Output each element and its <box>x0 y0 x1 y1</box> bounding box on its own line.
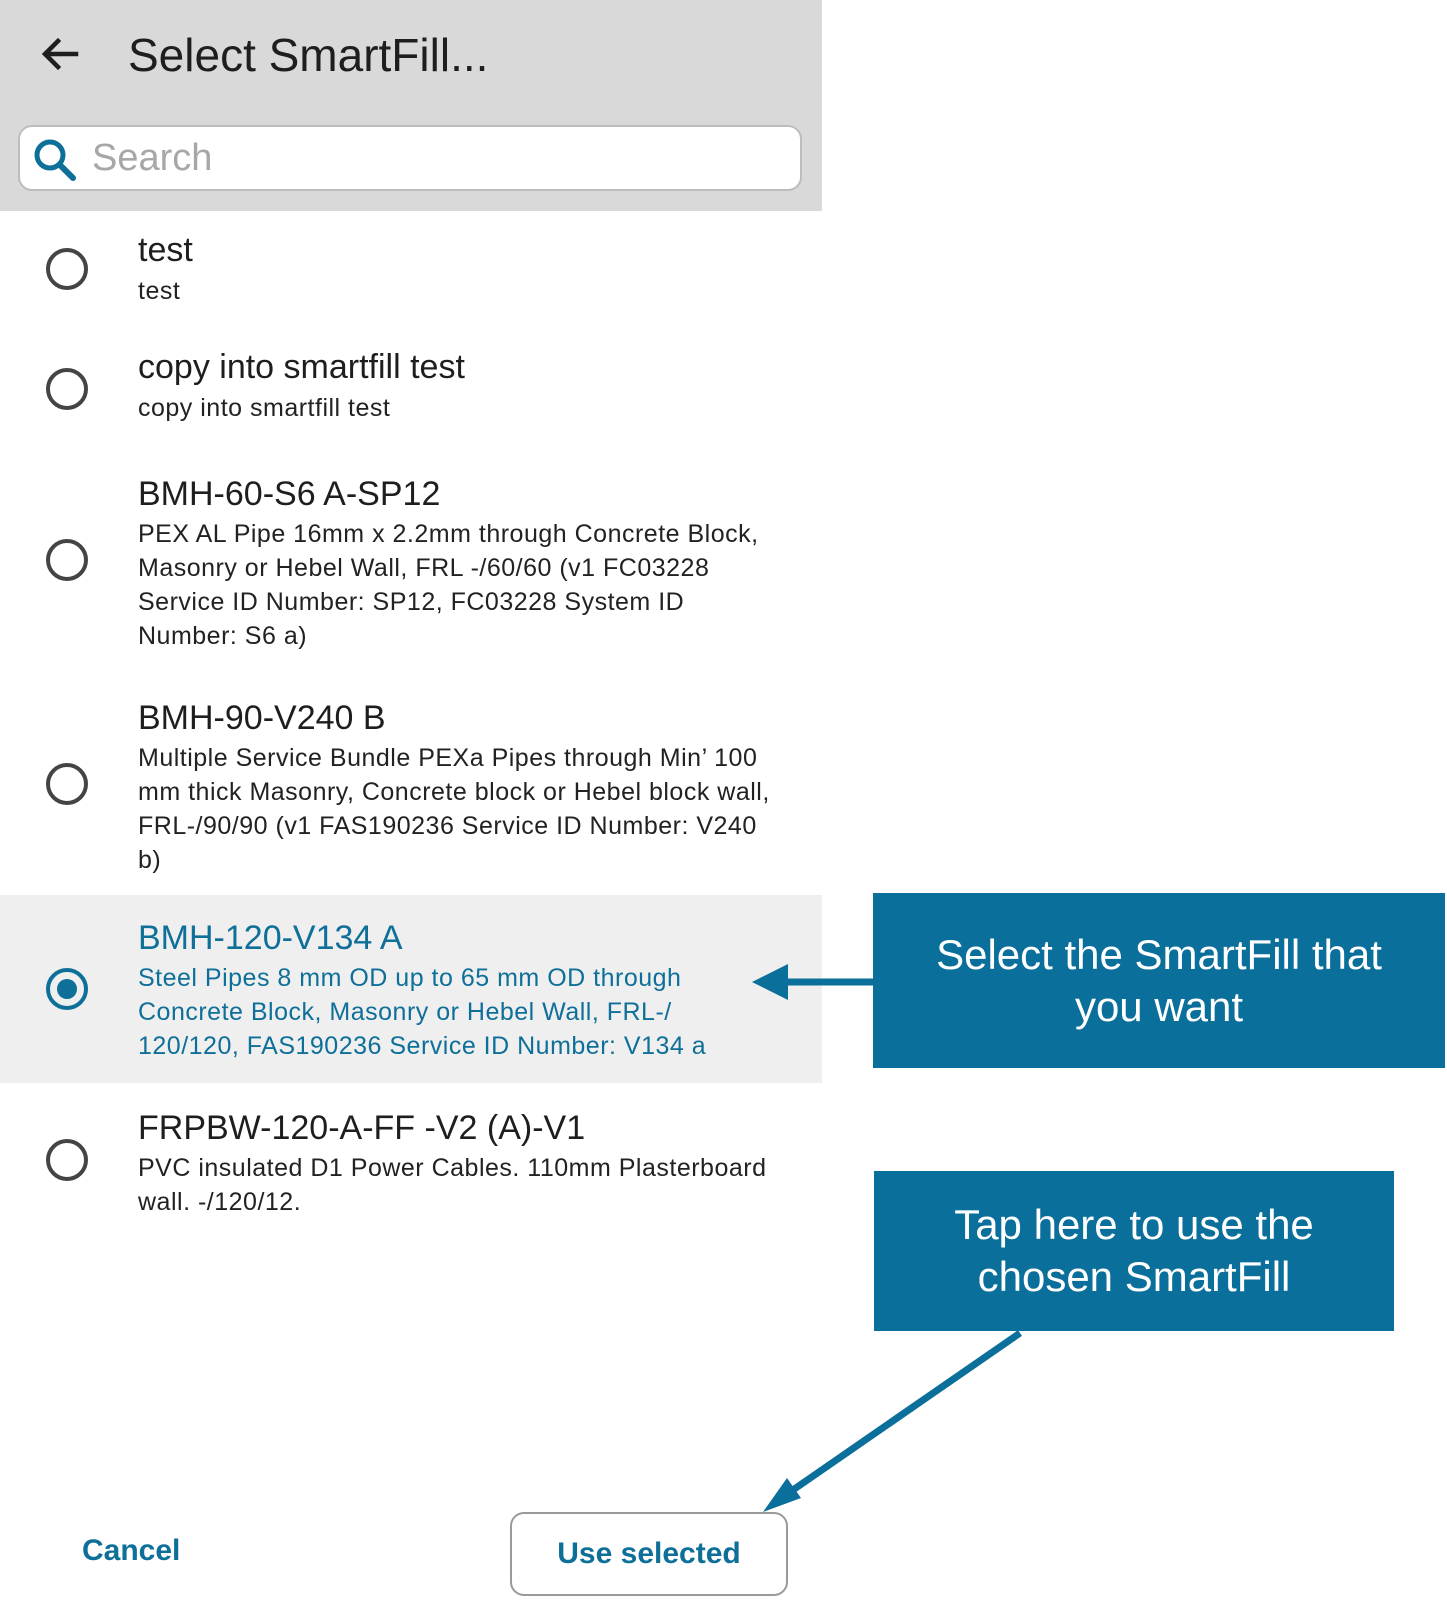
list-item[interactable] <box>0 211 822 328</box>
back-button[interactable] <box>36 30 84 78</box>
item-title: FRPBW-120-A-FF -V2 (A)-V1 <box>138 1109 586 1147</box>
search-box[interactable] <box>18 125 802 191</box>
use-selected-button[interactable]: Use selected <box>510 1512 788 1596</box>
item-title: BMH-120-V134 A <box>138 919 403 957</box>
radio-button[interactable] <box>46 368 88 410</box>
item-title: test <box>138 231 193 269</box>
item-description: PEX AL Pipe 16mm x 2.2mm through Concrete Block, Masonry or Hebel Wall, FRL -/60/60 (v1 FC03228 Service ID Number: SP12, FC03228 System ID Number: S6 a) <box>138 520 759 650</box>
callout-select <box>873 893 1445 1068</box>
radio-button[interactable] <box>46 763 88 805</box>
item-description: Multiple Service Bundle PEXa Pipes through Min’ 100 mm thick Masonry, Concrete block or Hebel block wall, FRL-/90/90 (v1 FAS190236 Service ID Number: V240 b) <box>138 744 770 874</box>
item-description: PVC insulated D1 Power Cables. 110mm Plasterboard wall. -/120/12. <box>138 1154 767 1216</box>
callout-tap-line2: chosen SmartFill <box>977 1253 1291 1300</box>
list-item[interactable] <box>0 328 822 445</box>
list-item[interactable] <box>0 667 822 895</box>
callout-select-line1: Select the SmartFill that <box>936 930 1382 978</box>
item-description: Steel Pipes 8 mm OD up to 65 mm OD through Concrete Block, Masonry or Hebel Wall, FRL-/ 120/120, FAS190236 Service ID Number: V134 a <box>138 964 707 1060</box>
radio-button[interactable] <box>46 248 88 290</box>
radio-button-selected[interactable] <box>46 968 88 1010</box>
list-item[interactable] <box>0 1083 822 1233</box>
callout-select-line2: you want <box>1074 982 1244 1030</box>
item-title: copy into smartfill test <box>138 348 465 386</box>
search-icon <box>32 137 78 183</box>
item-description: copy into smartfill test <box>138 394 391 422</box>
callout-tap <box>874 1171 1394 1331</box>
radio-button[interactable] <box>46 1139 88 1181</box>
item-description: test <box>138 277 181 305</box>
item-title: BMH-90-V240 B <box>138 699 386 737</box>
app-bar <box>0 0 822 211</box>
list-item[interactable] <box>0 445 822 667</box>
item-title: BMH-60-S6 A-SP12 <box>138 475 441 513</box>
callout-tap-line1: Tap here to use the <box>954 1201 1314 1248</box>
page-title: Select SmartFill... <box>128 29 489 81</box>
arrow-left-icon <box>36 30 84 78</box>
search-input[interactable] <box>92 133 782 183</box>
list-item-selected[interactable] <box>0 895 822 1083</box>
cancel-button[interactable]: Cancel <box>70 1530 192 1572</box>
radio-button[interactable] <box>46 539 88 581</box>
